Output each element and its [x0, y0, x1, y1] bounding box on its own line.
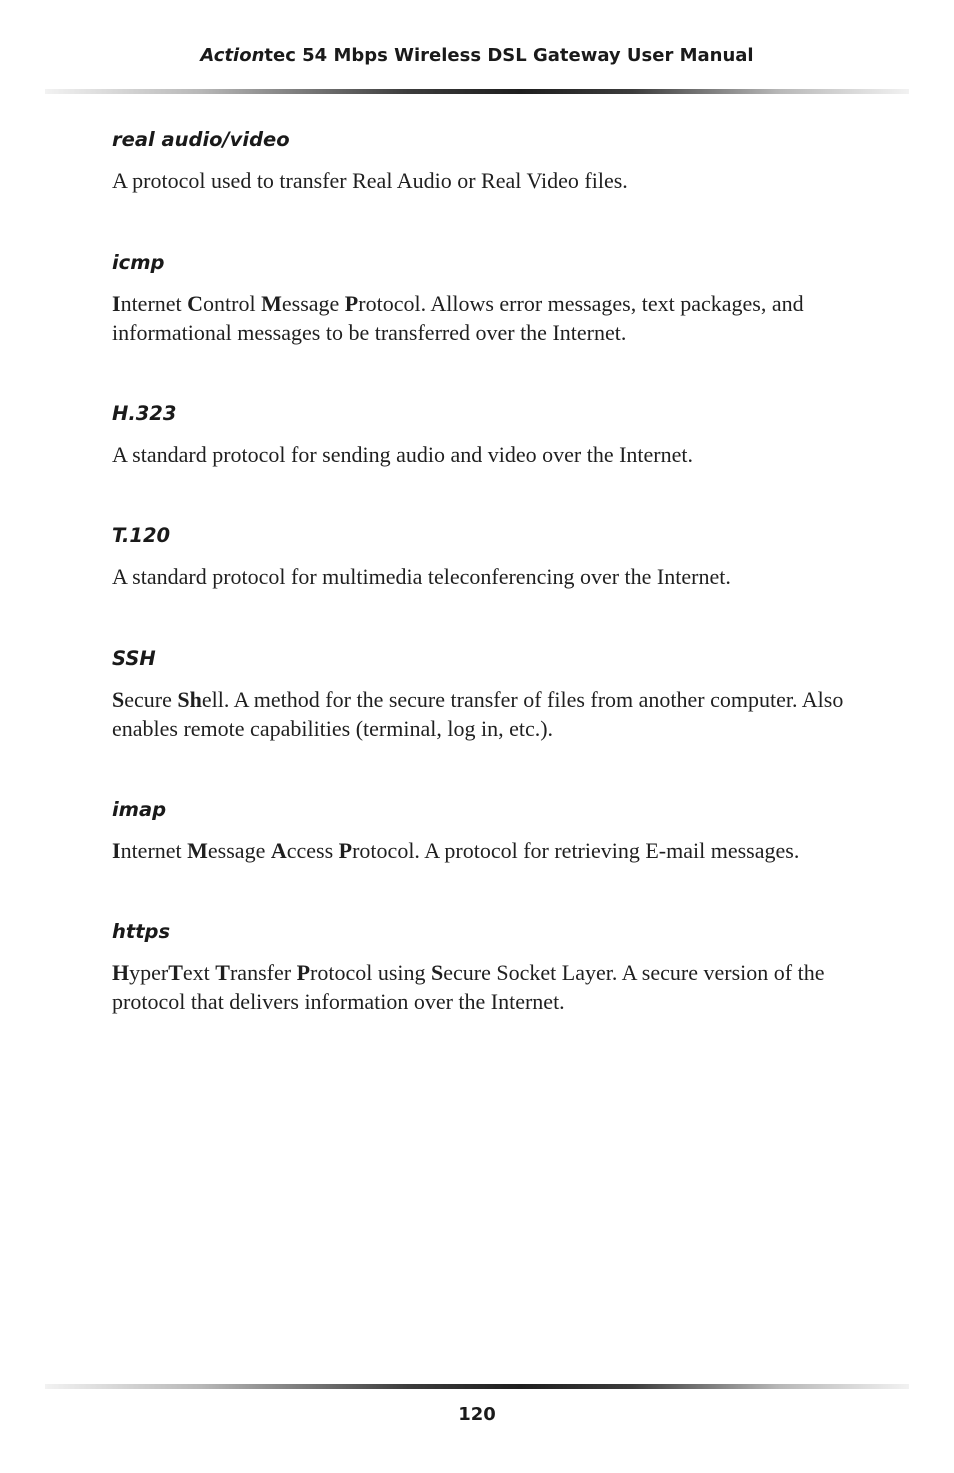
description-text: ccess	[286, 837, 339, 863]
description-text: rotocol. Allows error messages, text packages, and informational messages to be transferred over the Internet.	[112, 290, 804, 345]
glossary-entry-icmp	[112, 250, 872, 401]
description-text: ecure Socket Layer. A secure version of the protocol that delivers information over the Internet.	[112, 960, 825, 1014]
glossary-description	[112, 440, 872, 469]
glossary-entry-t120	[112, 523, 872, 646]
glossary-entry-ssh	[112, 646, 872, 797]
description-text: ext	[182, 960, 216, 985]
header-brand: Action	[200, 45, 265, 66]
page-header	[0, 45, 954, 66]
glossary-description	[112, 685, 872, 743]
acronym-letter: P	[338, 837, 353, 863]
acronym-letter: H	[112, 960, 130, 985]
acronym-letter: P	[296, 960, 311, 985]
description-text: essage	[207, 837, 271, 863]
glossary-content	[112, 127, 872, 1070]
header-rule	[45, 89, 909, 94]
description-text: A standard protocol for sending audio and video over the Internet.	[112, 441, 694, 467]
glossary-term: https	[112, 920, 171, 943]
acronym-letter: I	[112, 290, 121, 316]
acronym-letter: S	[112, 686, 125, 712]
acronym-letter: Sh	[177, 686, 202, 712]
glossary-entry-https	[112, 919, 872, 1070]
glossary-entry-real-audio-video	[112, 127, 872, 250]
description-text: essage	[281, 290, 345, 316]
acronym-letter: M	[261, 290, 282, 316]
glossary-description	[112, 836, 872, 865]
description-text: yper	[129, 960, 169, 985]
glossary-term: T.120	[112, 524, 171, 547]
glossary-term: imap	[112, 797, 167, 821]
footer-rule	[45, 1384, 909, 1389]
glossary-description	[112, 289, 872, 347]
acronym-letter: M	[187, 837, 208, 863]
acronym-letter: I	[112, 837, 121, 863]
glossary-term: real audio/video	[112, 128, 290, 151]
description-text: ell. A method for the secure transfer of files from another computer. Also enables remote capabilities (terminal, log in, etc.).	[112, 686, 844, 741]
glossary-description	[112, 166, 872, 195]
glossary-term: SSH	[112, 646, 156, 670]
description-text: A protocol used to transfer Real Audio or Real Video files.	[112, 168, 628, 193]
description-text: nternet	[120, 290, 188, 316]
acronym-letter: S	[431, 960, 444, 985]
description-text: nternet	[120, 837, 188, 863]
acronym-letter: C	[187, 290, 204, 316]
description-text: ontrol	[203, 290, 262, 316]
description-text: rotocol using	[310, 960, 432, 985]
glossary-term: icmp	[112, 250, 165, 274]
glossary-description	[112, 958, 872, 1016]
description-text: rotocol. A protocol for retrieving E-mail messages.	[352, 837, 800, 863]
acronym-letter: A	[270, 837, 287, 863]
glossary-entry-h323	[112, 401, 872, 524]
description-text: A standard protocol for multimedia teleconferencing over the Internet.	[112, 564, 731, 589]
acronym-letter: T	[215, 960, 230, 985]
page-number: 120	[458, 1404, 496, 1425]
header-title: tec 54 Mbps Wireless DSL Gateway User Manual	[264, 45, 754, 66]
acronym-letter: P	[344, 290, 359, 316]
glossary-term: H.323	[112, 401, 177, 425]
acronym-letter: T	[168, 960, 183, 985]
glossary-description	[112, 562, 872, 591]
description-text: ransfer	[229, 960, 297, 985]
description-text: ecure	[124, 686, 178, 712]
glossary-entry-imap	[112, 797, 872, 920]
